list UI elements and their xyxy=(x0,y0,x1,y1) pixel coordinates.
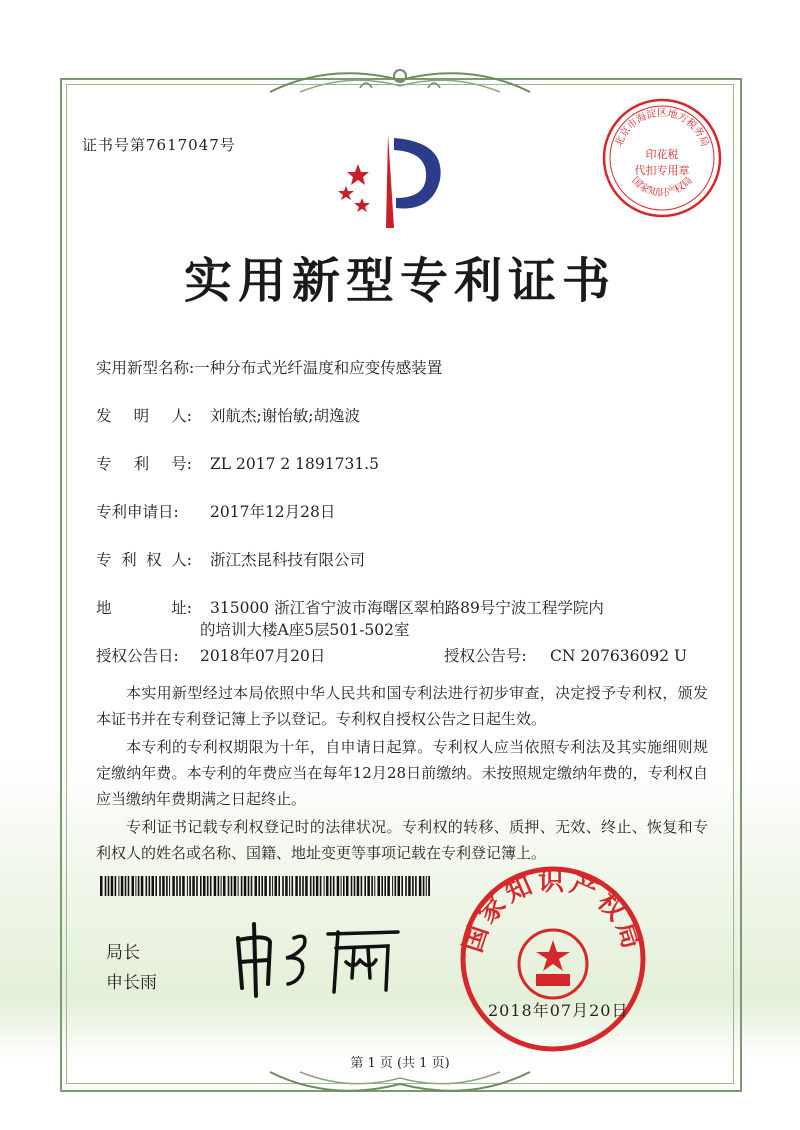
tax-stamp-outer-text: 北京市海淀区地方税务局 xyxy=(613,108,711,149)
barcode-icon xyxy=(100,876,430,896)
certificate-number: 证书号第7617047号 xyxy=(82,136,236,154)
row-patentee xyxy=(96,548,365,570)
filing-date-label: 专利申请日: xyxy=(96,503,179,521)
announce-date-label: 授权公告日: xyxy=(96,647,179,665)
official-name: 申长雨 xyxy=(106,973,157,993)
tax-stamp-line2: 代扣专用章 xyxy=(634,164,690,177)
row-address xyxy=(96,596,604,618)
seal-date: 2018年07月20日 xyxy=(488,1001,629,1020)
tax-stamp xyxy=(600,96,724,220)
address-label: 地 址: xyxy=(96,599,192,617)
tax-stamp-bottom-text: 国家知识产权局 xyxy=(629,175,695,199)
patent-number-value: ZL 2017 2 1891731.5 xyxy=(210,455,379,473)
signature xyxy=(228,918,408,998)
announce-number-label: 授权公告号: xyxy=(444,647,527,665)
tax-stamp-line1: 印花税 xyxy=(645,148,679,161)
row-patent-number xyxy=(96,452,379,474)
filing-date-value: 2017年12月28日 xyxy=(210,503,336,521)
row-announce-number xyxy=(444,644,687,666)
announce-date-value: 2018年07月20日 xyxy=(200,647,326,665)
page-footer: 第 1 页 (共 1 页) xyxy=(350,1056,450,1071)
row-filing-date xyxy=(96,500,335,522)
address-line2: 的培训大楼A座5层501-502室 xyxy=(200,621,410,639)
official-title: 局长 xyxy=(106,943,140,963)
page-title: 实用新型专利证书 xyxy=(183,253,616,309)
address-line1: 315000 浙江省宁波市海曙区翠柏路89号宁波工程学院内 xyxy=(210,599,604,617)
patent-number-label: 专 利 号: xyxy=(96,455,192,473)
row-announce-date xyxy=(96,644,325,666)
row-utility-model-name xyxy=(96,356,442,378)
official-seal xyxy=(458,864,648,1054)
paragraph-2: 本专利的专利权期限为十年，自申请日起算。专利权人应当依照专利法及其实施细则规定缴纳年费。本专利的年费应当在每年12月28日前缴纳。未按照规定缴纳年费的，专利权自应当缴纳年费期满之日起终止。 xyxy=(96,738,708,808)
legal-text xyxy=(96,680,708,868)
inventor-value: 刘航杰;谢怡敏;胡逸波 xyxy=(210,407,360,425)
cnipa-logo-icon xyxy=(328,128,468,238)
name-value: 一种分布式光纤温度和应变传感装置 xyxy=(194,359,443,377)
patentee-label: 专 利 权 人: xyxy=(96,551,192,569)
paragraph-1: 本实用新型经过本局依照中华人民共和国专利法进行初步审查，决定授予专利权，颁发本证书并在专利登记簿上予以登记。专利权自授权公告之日起生效。 xyxy=(96,684,708,728)
row-inventor xyxy=(96,404,360,426)
seal-text: 国家知识产权局 xyxy=(458,867,648,957)
announce-number-value: CN 207636092 U xyxy=(550,647,688,665)
inventor-label: 发 明 人: xyxy=(96,407,192,425)
paragraph-3: 专利证书记载专利权登记时的法律状况。专利权的转移、质押、无效、终止、恢复和专利权人的姓名或名称、国籍、地址变更等事项记载在专利登记簿上。 xyxy=(96,818,708,862)
svg-text:国家知识产权局 xyxy=(629,175,694,199)
patentee-value: 浙江杰昆科技有限公司 xyxy=(210,551,366,569)
top-ornament-icon xyxy=(260,58,540,102)
name-label: 实用新型名称: xyxy=(96,359,195,377)
